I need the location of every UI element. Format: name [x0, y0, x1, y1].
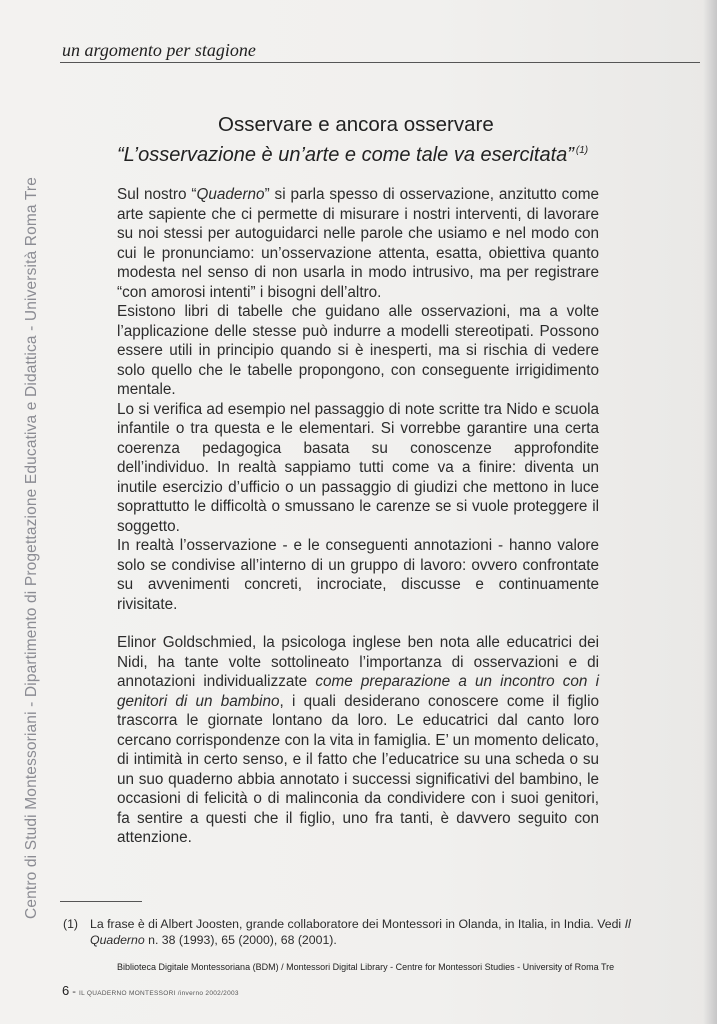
journal-name: IL QUADERNO MONTESSORI /inverno 2002/2003	[79, 990, 239, 997]
subtitle-text: “L’osservazione è un’arte e come tale va esercitata”	[117, 144, 574, 166]
paragraph-4: In realtà l’osservazione - e le conseguenti annotazioni - hanno valore solo se condivise all’interno di un gruppo di lavoro: ovvero confrontate su avvenimenti concreti, incrociate, discusse e continuamente rivisitate.	[117, 537, 599, 613]
paragraph-3: Lo si verifica ad esempio nel passaggio di note scritte tra Nido e scuola infantile o tra questa e le elementari. Si vorrebbe garantire una certa coerenza pedagogica basata su conoscenze approfondite dell’individuo. In realtà sappiamo tutti come va a finire: diventa un inutile esercizio d’ufficio o un passaggio di giudizi che mettono in luce soprattutto le difficoltà o smussano le carenze se si vuole proteggere il soggetto.	[117, 400, 599, 535]
paragraph-1	[117, 185, 599, 302]
footnote-reference: (1)	[575, 145, 589, 157]
page-number: 6	[62, 983, 70, 998]
footer-separator: -	[72, 986, 76, 998]
paragraph-1-text-a: Sul nostro “	[117, 186, 197, 203]
footnote-number: (1)	[63, 917, 79, 931]
paragraph-5-text-a: Elinor Goldschmied, la psicologa inglese ben nota alle educatrici dei Nidi, ha tante volte sottolineato l’importanza di osservazioni e di annotazioni individualizzate	[117, 634, 599, 690]
library-credit: Biblioteca Digitale Montessoriana (BDM) / Montessori Digital Library - Centre for Montessori Studies - University of Roma Tre	[117, 962, 615, 972]
section-header: un argomento per stagione	[62, 40, 256, 60]
article-title: Osservare e ancora osservare	[218, 113, 494, 136]
footnote-text-b: n. 38 (1993), 65 (2000), 68 (2001).	[144, 933, 337, 947]
paragraph-2: Esistono libri di tabelle che guidano alle osservazioni, ma a volte l’applicazione delle stesse può indurre a modelli stereotipati. Possono essere utili in principio quando si è inesperti, ma si rischia di vedere solo quello che le tabelle propongono, con conseguente irrigidimento mentale.	[117, 303, 599, 398]
footnote-text-a: La frase è di Albert Joosten, grande collaboratore dei Montessori in Olanda, in Italia, in India. Vedi	[90, 917, 625, 931]
side-watermark-text: Centro di Studi Montessoriani - Dipartimento di Progettazione Educativa e Didattica - Università Roma Tre	[23, 177, 40, 919]
paragraph-1-emphasis: Quaderno	[196, 186, 265, 203]
page-footer	[62, 983, 239, 998]
header-divider	[60, 62, 700, 63]
footnote-emphasis: Il Quaderno	[90, 917, 631, 947]
footnote-text	[90, 916, 675, 948]
paragraph-5-emphasis: come preparazione a un incontro con i genitori di un bambino	[117, 673, 599, 710]
article-body	[117, 185, 599, 848]
paragraph-5-text-b: , i quali desiderano conoscere come il figlio trascorra le giornate lontano da loro. Le educatrici dal canto loro cercano corrispondenze con la vita in famiglia. E’ un momento delicato, di intimità in certo senso, e il fatto che l’educatrice su una scheda o su un suo quaderno abbia annotato i successi significativi del bambino, le occasioni di felicità o di malinconia da condividere con i suoi genitori, fa sentire a questi che il figlio, uno fra tanti, è davvero seguito con attenzione.	[117, 692, 599, 846]
paragraph-5	[117, 633, 599, 848]
article-subtitle	[117, 144, 588, 167]
paragraph-1-text-b: ” si parla spesso di osservazione, anzitutto come arte sapiente che ci permette di misurare i nostri interventi, di lavorare su noi stessi per autoguidarci nelle parole che usiamo e nel modo con cui le pronunciamo: un’osservazione attenta, esatta, obiettiva quanto modesta nel senso di non usarla in modo intrusivo, ma per registrare “con amorosi intenti” i bisogni dell’altro.	[117, 186, 599, 301]
page-edge-shadow	[703, 0, 717, 1024]
footnote-divider	[60, 901, 142, 902]
